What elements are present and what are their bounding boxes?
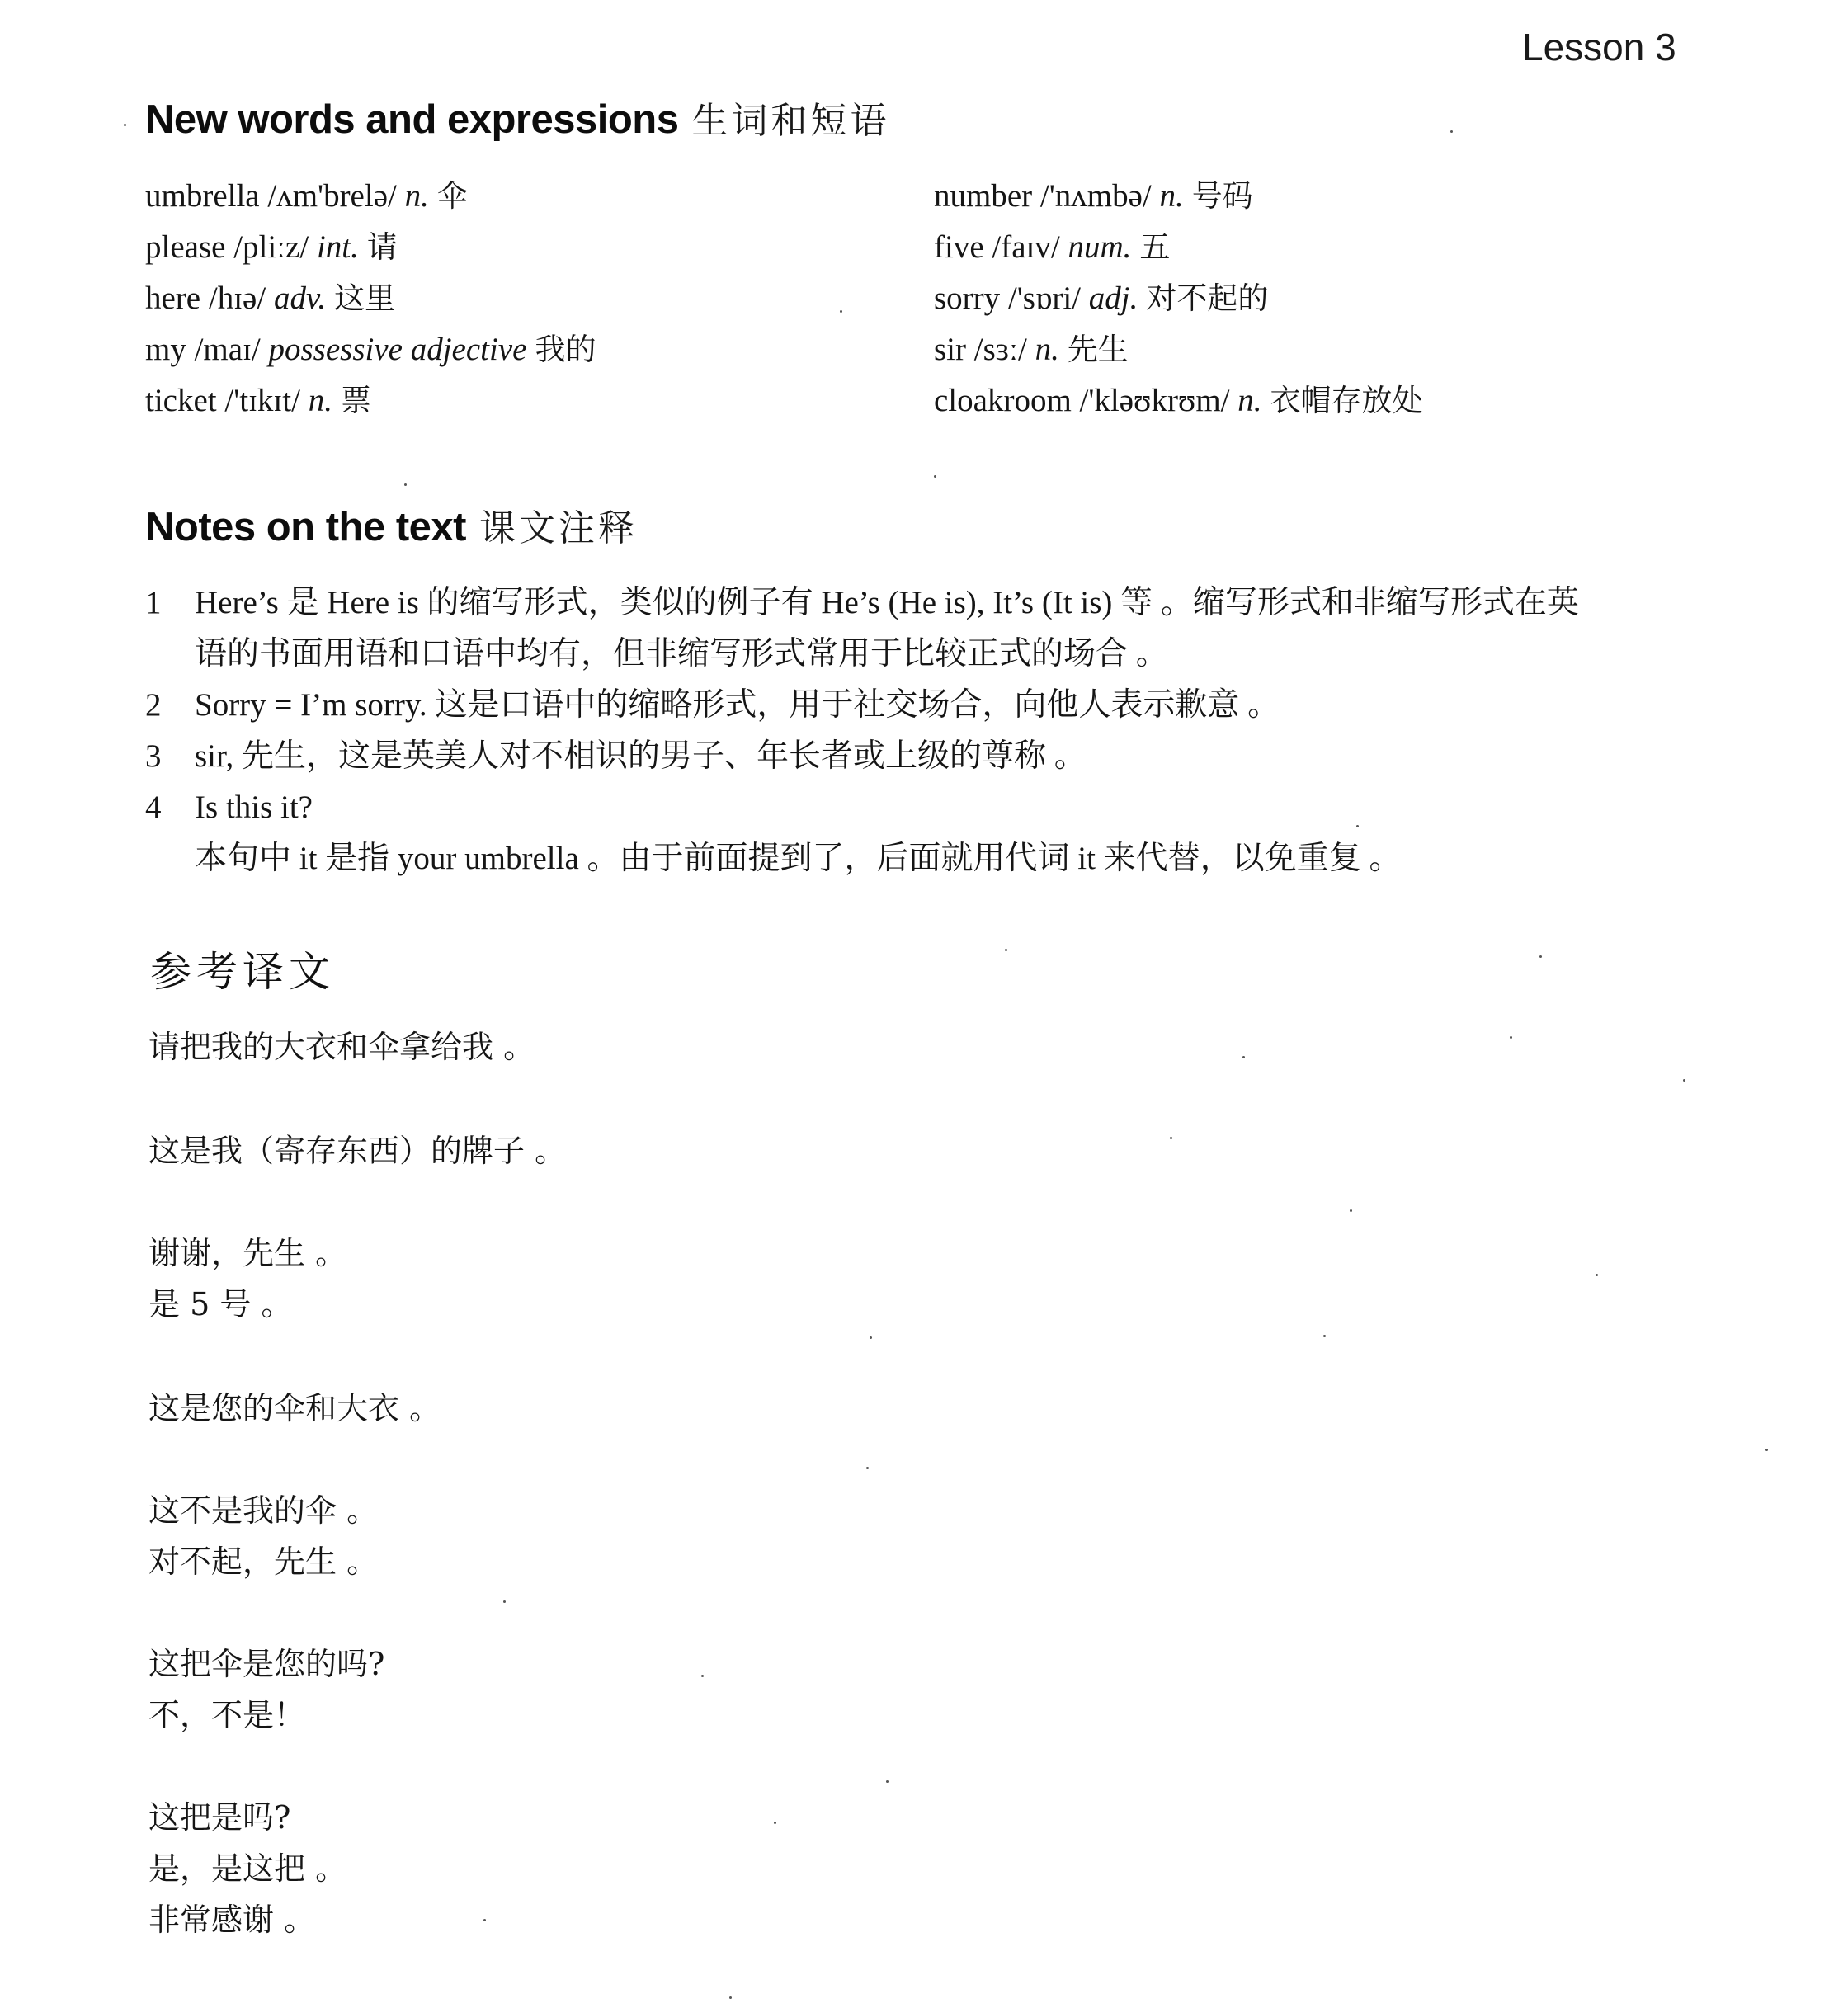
scan-speck	[934, 475, 936, 478]
scan-speck	[1170, 1137, 1172, 1139]
vocab-item	[934, 378, 1423, 429]
dialogue-line: 对不起，先生 。	[148, 1544, 379, 1580]
vocab-item	[934, 327, 1423, 378]
vocab-item	[934, 224, 1423, 276]
dialogue-line: 是，是这把 。	[148, 1850, 347, 1887]
vocab-word: ticket	[145, 383, 217, 418]
scan-speck	[1350, 1209, 1352, 1212]
scan-speck	[404, 483, 407, 486]
lesson-label: Lesson 3	[1522, 26, 1676, 68]
notes-heading-zh: 课文注释	[478, 507, 638, 549]
vocab-pos: int.	[316, 229, 359, 265]
vocab-word: cloakroom	[934, 383, 1072, 418]
vocab-heading-en: New words and expressions	[145, 97, 679, 142]
vocab-item	[145, 224, 596, 276]
note-number: 1	[145, 585, 162, 620]
scan-speck	[840, 310, 842, 313]
dialogue-group	[148, 1383, 441, 1434]
dialogue-line: 这不是我的伞 。	[148, 1492, 379, 1529]
dialogue-line: 请把我的大衣和伞拿给我 。	[148, 1029, 535, 1065]
vocab-ipa: /pliːz/	[233, 229, 309, 265]
scan-speck	[701, 1675, 704, 1677]
scan-speck	[1510, 1036, 1512, 1039]
vocab-pos: adj.	[1088, 280, 1138, 316]
dialogue-group	[148, 1021, 535, 1072]
scan-speck	[1450, 130, 1453, 133]
note-item	[145, 731, 1696, 782]
dialogue-group	[148, 1228, 346, 1330]
dialogue-line: 这是您的伞和大衣 。	[148, 1390, 441, 1426]
vocab-list-left	[145, 173, 596, 429]
vocab-word: five	[934, 229, 984, 265]
vocab-ipa: /'kləʊkrʊm/	[1079, 383, 1230, 418]
vocab-item	[145, 276, 596, 327]
scan-speck	[1242, 1056, 1245, 1058]
vocab-meaning: 请	[366, 229, 398, 265]
vocab-list-right	[934, 173, 1423, 429]
scan-speck	[1323, 1335, 1326, 1337]
scan-speck	[1766, 1449, 1768, 1451]
vocab-ipa: /hɪə/	[208, 280, 266, 316]
note-item	[145, 680, 1696, 731]
vocab-pos: adv.	[273, 280, 327, 316]
dialogue-group	[148, 1792, 346, 1945]
note-number: 4	[145, 790, 162, 825]
vocab-meaning: 衣帽存放处	[1270, 383, 1423, 418]
vocab-item	[145, 173, 596, 224]
dialogue-group	[148, 1485, 378, 1587]
dialogue-line: 谢谢，先生 。	[148, 1235, 347, 1271]
scan-speck	[774, 1822, 776, 1824]
vocab-heading-zh: 生词和短语	[691, 100, 890, 142]
dialogue-group	[148, 1125, 566, 1176]
vocab-word: my	[145, 332, 186, 367]
vocab-meaning: 票	[340, 383, 371, 418]
vocab-item	[145, 327, 596, 378]
notes-heading	[145, 498, 638, 551]
vocab-pos: n.	[404, 178, 429, 214]
scan-speck	[729, 1996, 732, 1999]
dialogue-line: 是 5 号 。	[148, 1286, 293, 1322]
vocab-item	[934, 276, 1423, 327]
vocab-word: umbrella	[145, 178, 260, 214]
vocab-ipa: /ʌm'brelə/	[267, 178, 397, 214]
translation-heading: 参考译文	[150, 948, 335, 996]
vocab-meaning: 对不起的	[1146, 280, 1269, 316]
vocab-word: number	[934, 178, 1033, 214]
vocab-item	[145, 378, 596, 429]
vocab-meaning: 伞	[436, 178, 468, 214]
vocab-ipa: /'tɪkɪt/	[224, 383, 300, 418]
vocab-word: sorry	[934, 280, 1001, 316]
scan-speck	[124, 124, 126, 126]
scan-speck	[1356, 825, 1359, 827]
vocab-pos: n.	[1238, 383, 1262, 418]
vocab-pos: num.	[1068, 229, 1132, 265]
note-item	[145, 577, 1696, 680]
scan-speck	[886, 1780, 889, 1783]
vocab-ipa: /'nʌmbə/	[1040, 178, 1152, 214]
vocab-pos: n.	[1035, 332, 1059, 367]
scan-speck	[870, 1336, 872, 1339]
vocab-ipa: /maɪ/	[194, 332, 261, 367]
dialogue-line: 非常感谢 。	[148, 1902, 316, 1938]
vocab-word: here	[145, 280, 201, 316]
vocab-pos: n.	[308, 383, 332, 418]
vocab-meaning: 我的	[535, 332, 596, 367]
vocab-pos: n.	[1159, 178, 1184, 214]
vocab-meaning: 先生	[1067, 332, 1129, 367]
scan-speck	[1539, 955, 1542, 958]
vocab-ipa: /sɜː/	[974, 332, 1027, 367]
note-line: sir, 先生，这是英美人对不相识的男子、年长者或上级的尊称 。	[195, 738, 1087, 774]
scan-speck	[1005, 949, 1007, 951]
note-line: Sorry = I’m sorry. 这是口语中的缩略形式，用于社交场合，向他人表示歉意 。	[195, 687, 1280, 723]
note-line: 本句中 it 是指 your umbrella 。由于前面提到了，后面就用代词 it 来代替，以免重复 。	[195, 841, 1402, 876]
note-line: Is this it?	[195, 790, 313, 825]
dialogue-line: 不，不是！	[148, 1697, 306, 1733]
vocab-ipa: /faɪv/	[992, 229, 1060, 265]
notes-heading-en: Notes on the text	[145, 505, 466, 549]
vocab-meaning: 这里	[334, 280, 396, 316]
scan-speck	[1683, 1079, 1685, 1082]
vocab-item	[934, 173, 1423, 224]
dialogue-group	[148, 1638, 384, 1741]
dialogue-line: 这把伞是您的吗?	[148, 1646, 385, 1682]
scan-speck	[483, 1919, 486, 1921]
scan-speck	[866, 1467, 869, 1469]
vocab-word: sir	[934, 332, 966, 367]
scan-speck	[1596, 1274, 1598, 1276]
note-line: Here’s 是 Here is 的缩写形式，类似的例子有 He’s (He is), It’s (It is) 等 。缩写形式和非缩写形式在英	[195, 585, 1579, 620]
vocab-ipa: /'sɒri/	[1007, 280, 1081, 316]
note-number: 2	[145, 687, 162, 723]
vocab-word: please	[145, 229, 226, 265]
vocab-heading	[145, 91, 890, 144]
note-item	[145, 782, 1696, 884]
vocab-meaning: 五	[1139, 229, 1171, 265]
note-number: 3	[145, 738, 162, 774]
note-line: 语的书面用语和口语中均有，但非缩写形式常用于比较正式的场合 。	[195, 636, 1168, 672]
dialogue-line: 这是我（寄存东西）的牌子 。	[148, 1133, 567, 1169]
scan-speck	[503, 1600, 506, 1603]
vocab-pos: possessive adjective	[268, 332, 527, 367]
notes-list	[145, 577, 1696, 884]
dialogue-line: 这把是吗?	[148, 1799, 291, 1836]
vocab-meaning: 号码	[1191, 178, 1253, 214]
